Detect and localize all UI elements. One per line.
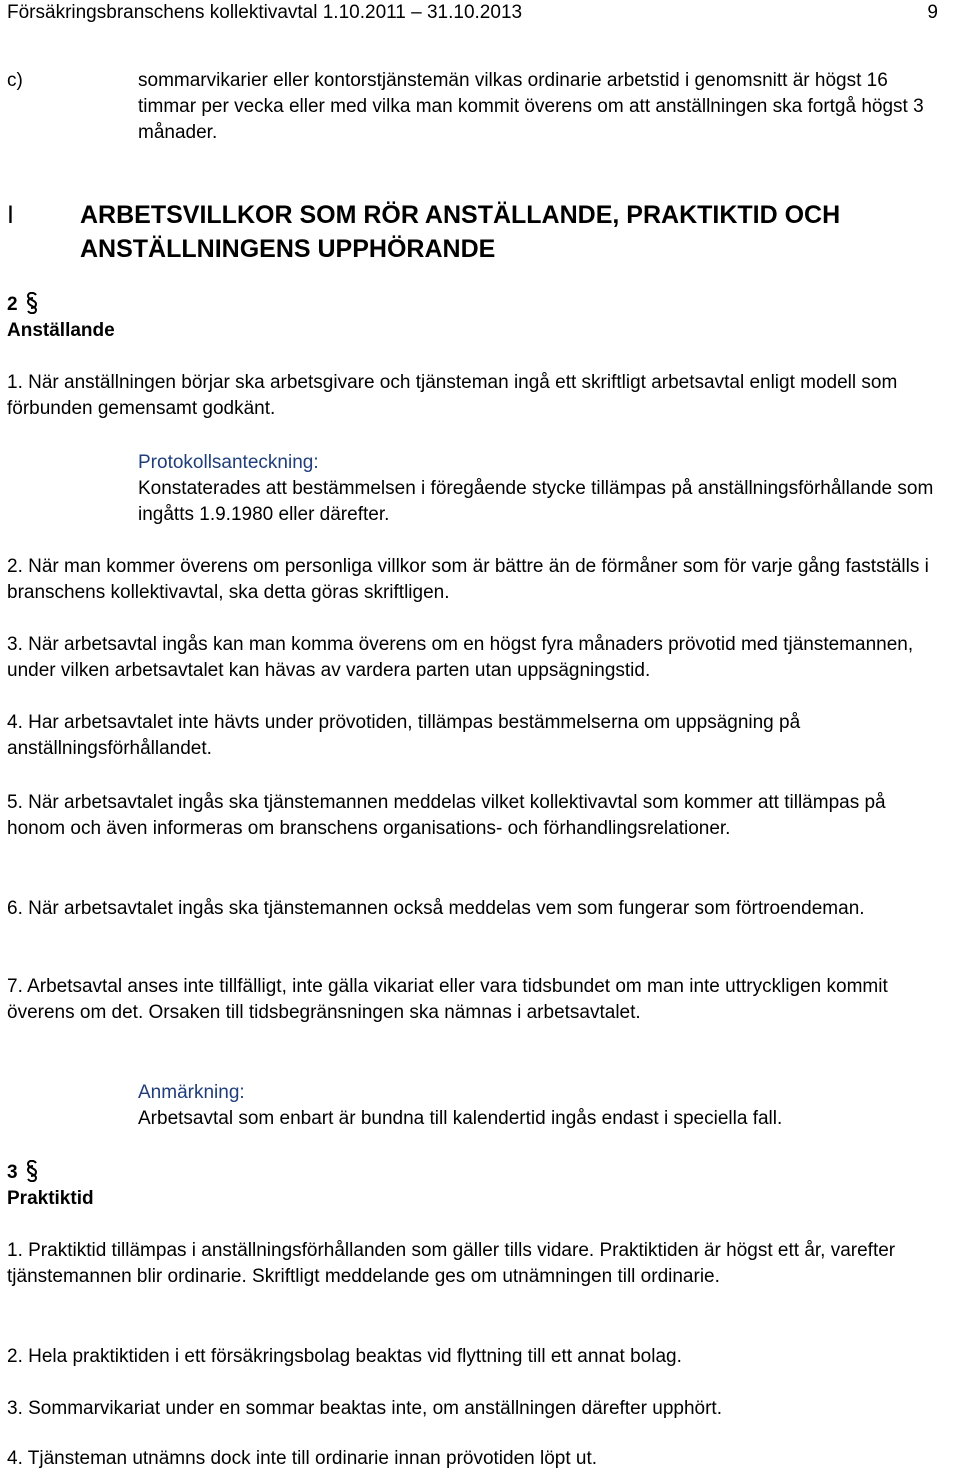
paragraph: 5. När arbetsavtalet ingås ska tjänstemannen meddelas vilket kollektivavtal som kommer att tillämpas på honom och även informeras om branschens organisations- och förhandlingsrelationer.: [7, 792, 886, 839]
section-heading-2: [7, 292, 115, 344]
chapter-number: I: [7, 201, 14, 229]
paragraph: 7. Arbetsavtal anses inte tillfälligt, inte gälla vikariat eller vara tidsbundet om man inte uttryckligen kommit överens om det. Orsaken till tidsbegränsningen ska nämnas i arbetsavtalet.: [7, 976, 888, 1023]
protocol-note: [138, 450, 938, 528]
paragraph: 4. Har arbetsavtalet inte hävts under prövotiden, tillämpas bestämmelserna om uppsägning på anställningsförhållandet.: [7, 712, 801, 759]
section-number: 2: [7, 294, 18, 315]
note-label: Protokollsanteckning:: [138, 452, 319, 473]
section-title: Anställande: [7, 320, 115, 341]
list-item-text: sommarvikarier eller kontorstjänstemän vilkas ordinarie arbetstid i genomsnitt är högst 16 timmar per vecka eller med vilka man kommit överens om att anställningen ska fortgå högst 3 månader.: [138, 70, 924, 143]
paragraph: 3. Sommarvikariat under en sommar beaktas inte, om anställningen därefter upphört.: [7, 1398, 722, 1419]
paragraph: 6. När arbetsavtalet ingås ska tjänstemannen också meddelas vem som fungerar som förtroendeman.: [7, 898, 865, 919]
remark-label: Anmärkning:: [138, 1082, 245, 1103]
paragraph: 1. När anställningen börjar ska arbetsgivare och tjänsteman ingå ett skriftligt arbetsavtal enligt modell som förbunden gemensamt godkänt.: [7, 372, 898, 419]
section-title: Praktiktid: [7, 1188, 94, 1209]
section-number: 3: [7, 1162, 18, 1183]
paragraph: 2. När man kommer överens om personliga villkor som är bättre än de förmåner som för varje gång fastställs i branschens kollektivavtal, ska detta göras skriftligen.: [7, 556, 929, 603]
paragraph: 1. Praktiktid tillämpas i anställningsförhållanden som gäller tills vidare. Praktiktiden är högst ett år, varefter tjänstemannen blir ordinarie. Skriftligt meddelande ges om utnämningen till ordinarie.: [7, 1240, 896, 1287]
section-sign-icon: [24, 292, 40, 314]
paragraph: 4. Tjänsteman utnämns dock inte till ordinarie innan prövotiden löpt ut.: [7, 1448, 598, 1469]
section-sign-icon: [24, 1160, 40, 1182]
note-text: Konstaterades att bestämmelsen i föregående stycke tillämpas på anställningsförhållande som ingåtts 1.9.1980 eller därefter.: [138, 478, 934, 525]
remark-text: Arbetsavtal som enbart är bundna till kalendertid ingås endast i speciella fall.: [138, 1108, 783, 1129]
running-header: Försäkringsbranschens kollektivavtal 1.10.2011 – 31.10.2013: [7, 2, 523, 23]
paragraph: 2. Hela praktiktiden i ett försäkringsbolag beaktas vid flyttning till ett annat bolag.: [7, 1346, 682, 1367]
remark-note: [138, 1080, 938, 1132]
section-heading-3: [7, 1160, 94, 1212]
page-number: 9: [927, 2, 938, 23]
chapter-title: ARBETSVILLKOR SOM RÖR ANSTÄLLANDE, PRAKTIKTID OCH ANSTÄLLNINGENS UPPHÖRANDE: [80, 201, 841, 263]
paragraph: 3. När arbetsavtal ingås kan man komma överens om en högst fyra månaders prövotid med tjänstemannen, under vilken arbetsavtalet kan hävas av vardera parten utan uppsägningstid.: [7, 634, 914, 681]
list-item-label: c): [7, 70, 23, 91]
